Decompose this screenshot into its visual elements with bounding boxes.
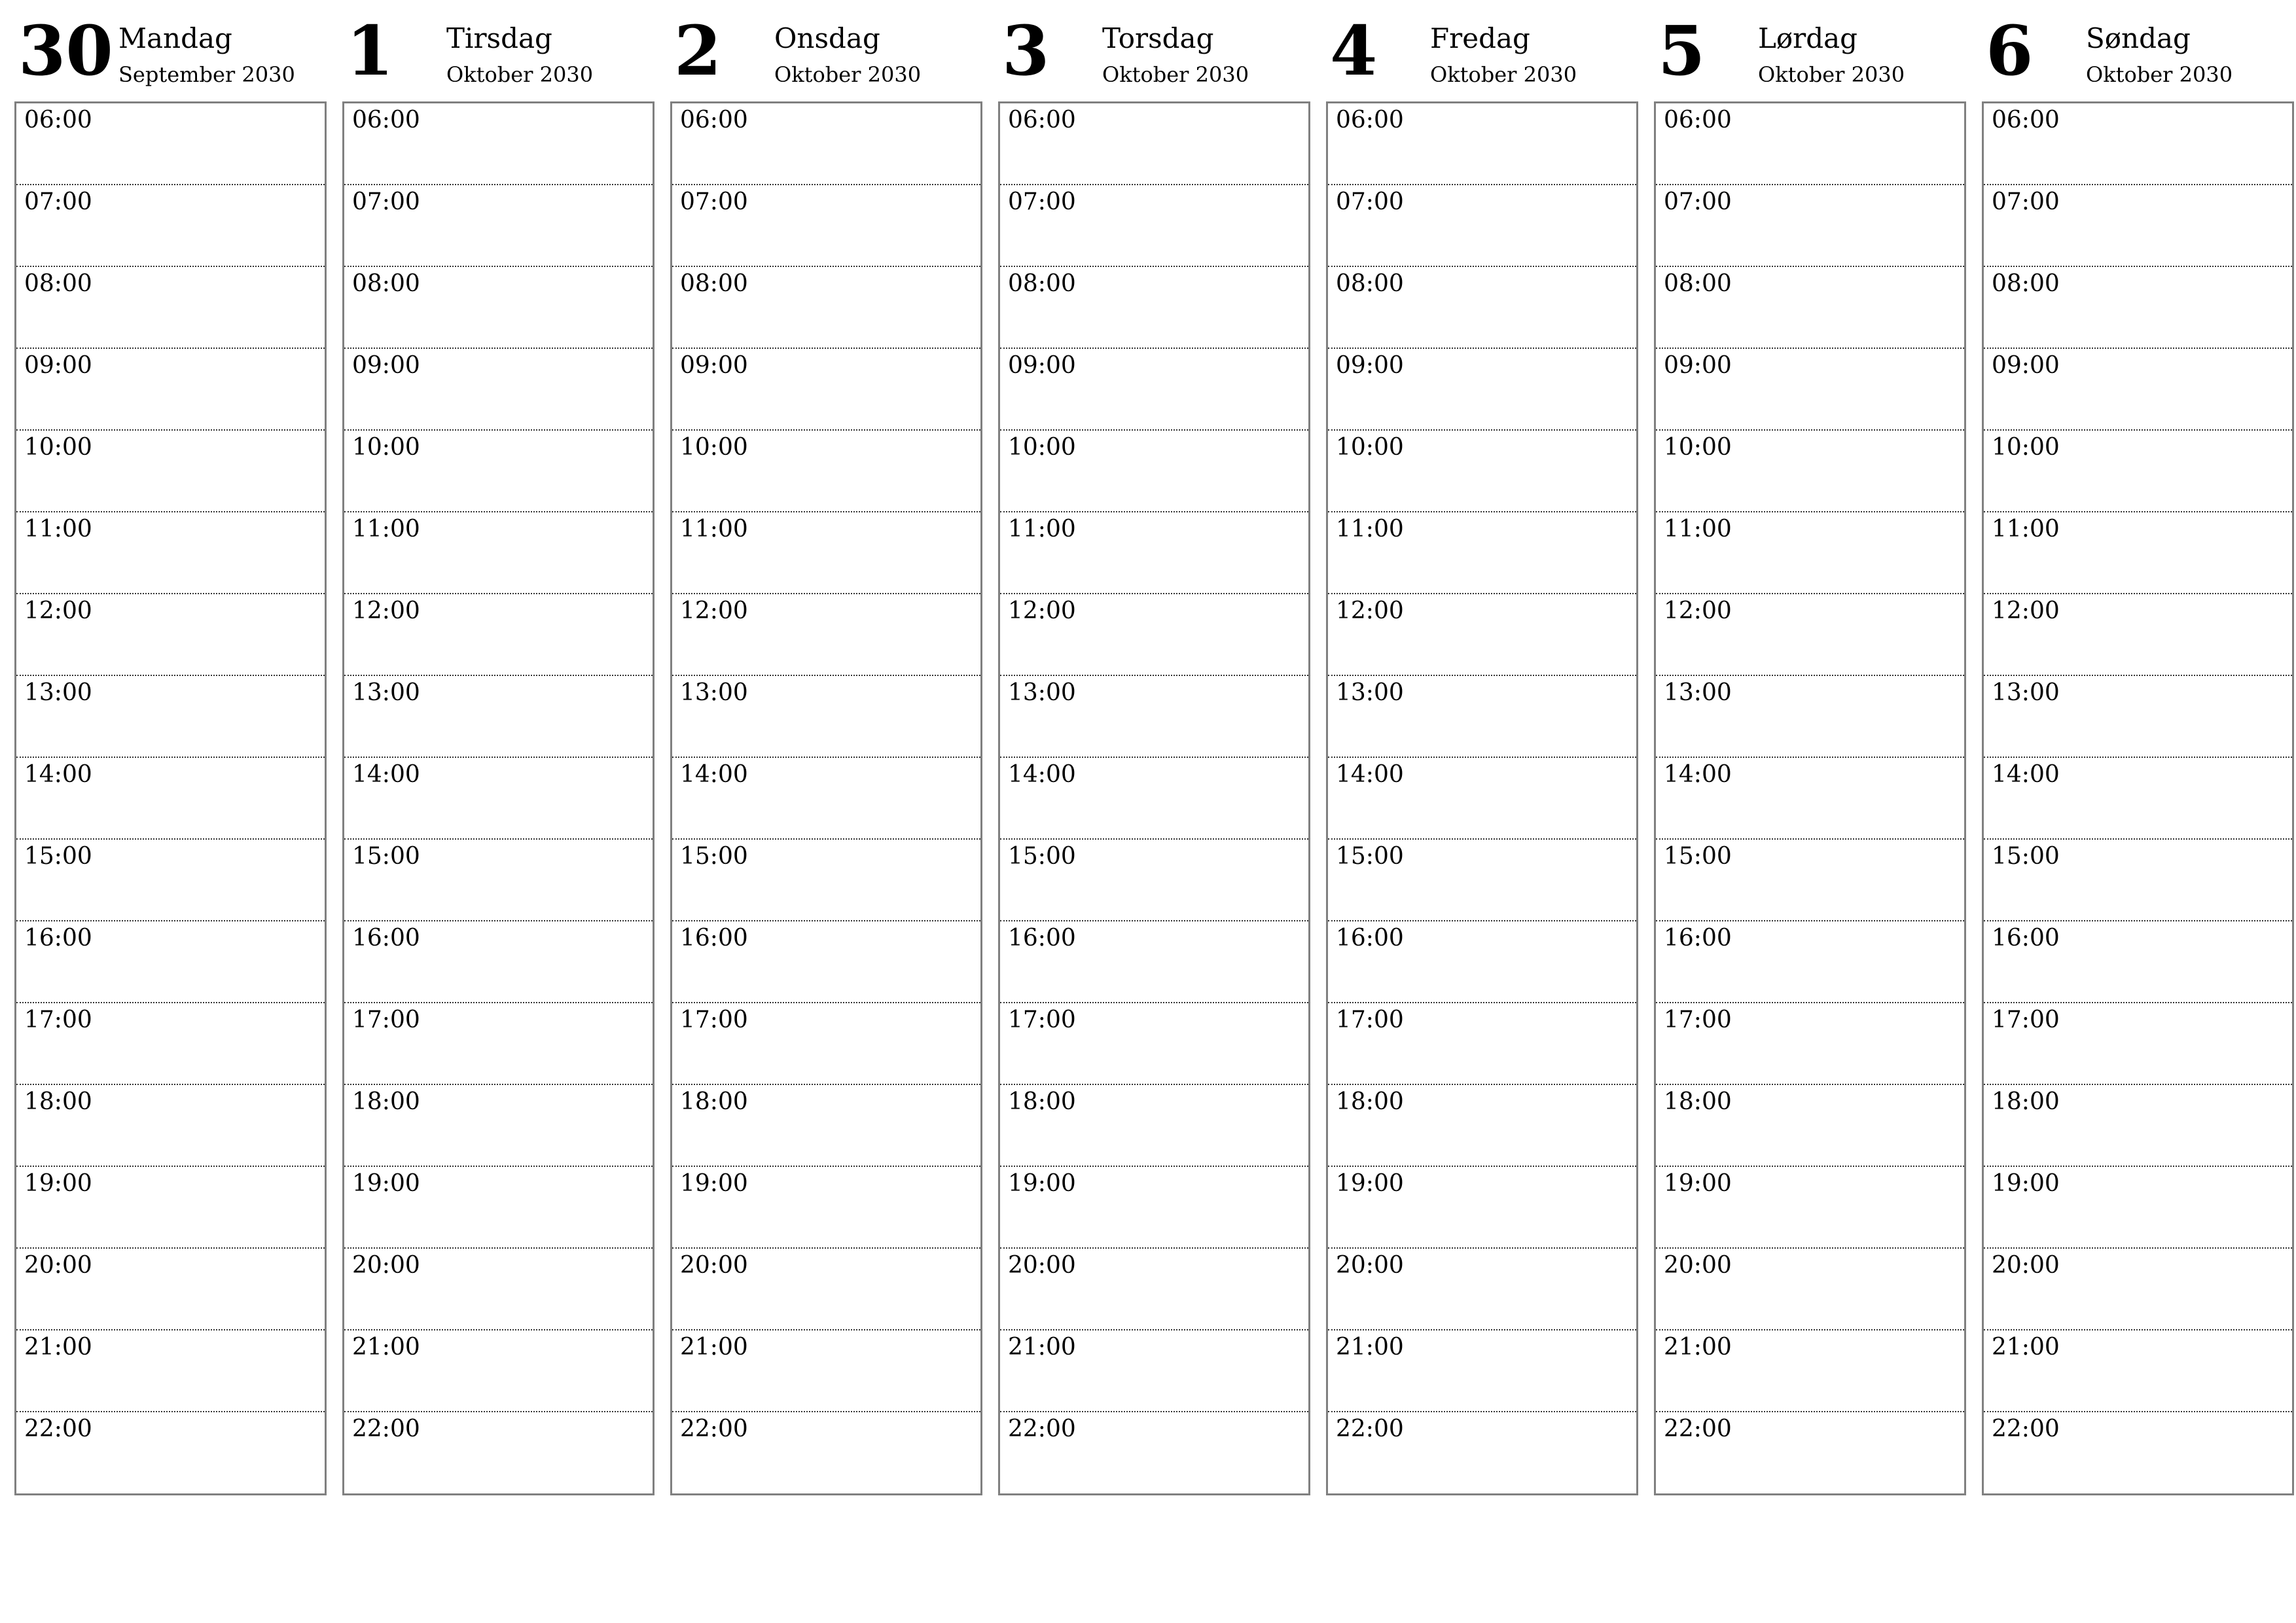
hour-label: 09:00 xyxy=(1008,352,1076,379)
hour-slot[interactable] xyxy=(1984,594,2292,676)
hour-label: 19:00 xyxy=(24,1170,92,1197)
hour-label: 12:00 xyxy=(1992,597,2060,624)
hour-label: 12:00 xyxy=(1336,597,1404,624)
hour-label: 09:00 xyxy=(1664,352,1732,379)
hour-label: 12:00 xyxy=(680,597,748,624)
hour-slot[interactable] xyxy=(1328,594,1636,676)
hour-label: 20:00 xyxy=(1008,1252,1076,1279)
hour-label: 09:00 xyxy=(352,352,420,379)
hour-slot[interactable] xyxy=(1000,1249,1308,1330)
hour-slot[interactable] xyxy=(1328,103,1636,185)
hour-slot[interactable] xyxy=(1328,267,1636,349)
hour-slot[interactable] xyxy=(16,185,325,267)
day-column xyxy=(342,0,655,1499)
day-name: Søndag xyxy=(2086,22,2191,54)
hour-label: 22:00 xyxy=(1008,1416,1076,1442)
hour-label: 19:00 xyxy=(352,1170,420,1197)
hour-slot[interactable] xyxy=(672,1085,980,1167)
hour-slot[interactable] xyxy=(1000,676,1308,758)
hour-label: 19:00 xyxy=(1992,1170,2060,1197)
hour-label: 21:00 xyxy=(1664,1334,1732,1361)
hour-slot[interactable] xyxy=(344,676,653,758)
day-header xyxy=(342,0,655,101)
hour-label: 16:00 xyxy=(1992,925,2060,952)
hour-slot[interactable] xyxy=(1000,349,1308,431)
hour-slot[interactable] xyxy=(16,758,325,840)
hour-slot[interactable] xyxy=(16,512,325,594)
day-month: Oktober 2030 xyxy=(1758,62,1905,87)
day-header xyxy=(1326,0,1638,101)
day-column xyxy=(998,0,1310,1499)
hour-slot[interactable] xyxy=(672,1330,980,1412)
hour-label: 20:00 xyxy=(24,1252,92,1279)
hour-label: 17:00 xyxy=(1992,1007,2060,1033)
day-number: 5 xyxy=(1658,10,1706,91)
day-schedule-box xyxy=(1982,101,2294,1495)
hour-label: 07:00 xyxy=(1336,188,1404,215)
hour-label: 10:00 xyxy=(680,434,748,461)
hour-slot[interactable] xyxy=(16,1085,325,1167)
hour-slot[interactable] xyxy=(344,103,653,185)
hour-slot[interactable] xyxy=(672,103,980,185)
hour-slot[interactable] xyxy=(1984,431,2292,512)
hour-label: 09:00 xyxy=(680,352,748,379)
hour-label: 22:00 xyxy=(680,1416,748,1442)
hour-slot[interactable] xyxy=(1328,1249,1636,1330)
hour-slot[interactable] xyxy=(1000,921,1308,1003)
hour-label: 15:00 xyxy=(1664,843,1732,870)
hour-label: 13:00 xyxy=(1336,679,1404,706)
hour-slot[interactable] xyxy=(672,676,980,758)
hour-label: 10:00 xyxy=(1008,434,1076,461)
hour-slot[interactable] xyxy=(1984,1167,2292,1249)
hour-label: 15:00 xyxy=(1992,843,2060,870)
hour-slot[interactable] xyxy=(16,1003,325,1085)
hour-label: 12:00 xyxy=(1008,597,1076,624)
hour-slot[interactable] xyxy=(344,431,653,512)
hour-label: 06:00 xyxy=(1008,107,1076,134)
hour-label: 18:00 xyxy=(24,1088,92,1115)
hour-slot[interactable] xyxy=(672,349,980,431)
hour-label: 21:00 xyxy=(24,1334,92,1361)
hour-label: 15:00 xyxy=(680,843,748,870)
hour-label: 06:00 xyxy=(680,107,748,134)
hour-label: 11:00 xyxy=(1336,516,1404,543)
hour-slot[interactable] xyxy=(16,676,325,758)
hour-label: 11:00 xyxy=(24,516,92,543)
hour-slot[interactable] xyxy=(1000,103,1308,185)
hour-label: 17:00 xyxy=(1664,1007,1732,1033)
day-header xyxy=(1654,0,1966,101)
hour-slot[interactable] xyxy=(1328,840,1636,921)
day-month: Oktober 2030 xyxy=(1430,62,1577,87)
hour-label: 15:00 xyxy=(352,843,420,870)
hour-slot[interactable] xyxy=(1656,676,1964,758)
hour-slot[interactable] xyxy=(1984,267,2292,349)
hour-label: 16:00 xyxy=(24,925,92,952)
hour-slot[interactable] xyxy=(1984,349,2292,431)
day-number: 30 xyxy=(18,10,113,91)
day-column xyxy=(670,0,982,1499)
hour-slot[interactable] xyxy=(1984,921,2292,1003)
hour-label: 11:00 xyxy=(1008,516,1076,543)
day-month: Oktober 2030 xyxy=(774,62,922,87)
hour-label: 08:00 xyxy=(1992,270,2060,297)
day-column xyxy=(1654,0,1966,1499)
day-month: Oktober 2030 xyxy=(446,62,594,87)
hour-label: 17:00 xyxy=(680,1007,748,1033)
hour-label: 20:00 xyxy=(352,1252,420,1279)
hour-slot[interactable] xyxy=(1984,1412,2292,1493)
day-schedule-box xyxy=(1326,101,1638,1495)
hour-label: 07:00 xyxy=(24,188,92,215)
hour-label: 15:00 xyxy=(1336,843,1404,870)
hour-slot[interactable] xyxy=(1656,758,1964,840)
hour-slot[interactable] xyxy=(344,267,653,349)
hour-slot[interactable] xyxy=(1328,431,1636,512)
hour-slot[interactable] xyxy=(16,267,325,349)
hour-label: 13:00 xyxy=(1008,679,1076,706)
hour-slot[interactable] xyxy=(1984,676,2292,758)
hour-slot[interactable] xyxy=(1656,1003,1964,1085)
hour-label: 13:00 xyxy=(680,679,748,706)
hour-label: 20:00 xyxy=(1992,1252,2060,1279)
hour-label: 12:00 xyxy=(24,597,92,624)
day-number: 1 xyxy=(346,10,394,91)
hour-slot[interactable] xyxy=(672,512,980,594)
hour-label: 07:00 xyxy=(680,188,748,215)
hour-label: 22:00 xyxy=(352,1416,420,1442)
hour-label: 18:00 xyxy=(1992,1088,2060,1115)
hour-label: 16:00 xyxy=(1008,925,1076,952)
hour-slot[interactable] xyxy=(1328,185,1636,267)
day-number: 2 xyxy=(674,10,722,91)
hour-label: 12:00 xyxy=(1664,597,1732,624)
hour-slot[interactable] xyxy=(1328,1085,1636,1167)
hour-slot[interactable] xyxy=(1328,1330,1636,1412)
hour-label: 06:00 xyxy=(24,107,92,134)
hour-slot[interactable] xyxy=(1656,185,1964,267)
hour-slot[interactable] xyxy=(1984,103,2292,185)
day-number: 3 xyxy=(1002,10,1050,91)
hour-slot[interactable] xyxy=(344,1003,653,1085)
hour-label: 18:00 xyxy=(1664,1088,1732,1115)
hour-label: 15:00 xyxy=(1008,843,1076,870)
day-name: Fredag xyxy=(1430,22,1530,54)
hour-slot[interactable] xyxy=(1984,758,2292,840)
hour-slot[interactable] xyxy=(1656,1412,1964,1493)
hour-slot[interactable] xyxy=(1656,1085,1964,1167)
hour-label: 16:00 xyxy=(352,925,420,952)
hour-label: 14:00 xyxy=(352,761,420,788)
hour-label: 20:00 xyxy=(680,1252,748,1279)
day-schedule-box xyxy=(1654,101,1966,1495)
hour-label: 21:00 xyxy=(352,1334,420,1361)
hour-slot[interactable] xyxy=(344,512,653,594)
hour-slot[interactable] xyxy=(1000,1330,1308,1412)
hour-label: 07:00 xyxy=(1008,188,1076,215)
hour-slot[interactable] xyxy=(344,921,653,1003)
day-header xyxy=(998,0,1310,101)
hour-slot[interactable] xyxy=(1000,1167,1308,1249)
hour-slot[interactable] xyxy=(672,1167,980,1249)
hour-label: 17:00 xyxy=(1008,1007,1076,1033)
day-month: Oktober 2030 xyxy=(2086,62,2233,87)
hour-slot[interactable] xyxy=(1328,349,1636,431)
hour-label: 17:00 xyxy=(1336,1007,1404,1033)
hour-slot[interactable] xyxy=(1000,512,1308,594)
hour-slot[interactable] xyxy=(344,840,653,921)
hour-slot[interactable] xyxy=(1656,921,1964,1003)
hour-label: 11:00 xyxy=(1992,516,2060,543)
hour-slot[interactable] xyxy=(16,840,325,921)
hour-label: 18:00 xyxy=(352,1088,420,1115)
hour-slot[interactable] xyxy=(1328,758,1636,840)
hour-slot[interactable] xyxy=(344,1167,653,1249)
hour-slot[interactable] xyxy=(1328,676,1636,758)
day-schedule-box xyxy=(670,101,982,1495)
hour-slot[interactable] xyxy=(1000,840,1308,921)
hour-slot[interactable] xyxy=(1000,1412,1308,1493)
hour-slot[interactable] xyxy=(1328,1167,1636,1249)
hour-label: 10:00 xyxy=(352,434,420,461)
hour-label: 11:00 xyxy=(1664,516,1732,543)
hour-slot[interactable] xyxy=(344,758,653,840)
hour-label: 19:00 xyxy=(1664,1170,1732,1197)
day-month: September 2030 xyxy=(118,62,295,87)
day-number: 6 xyxy=(1986,10,2034,91)
hour-label: 17:00 xyxy=(24,1007,92,1033)
hour-slot[interactable] xyxy=(672,267,980,349)
hour-label: 21:00 xyxy=(1336,1334,1404,1361)
hour-slot[interactable] xyxy=(672,921,980,1003)
hour-slot[interactable] xyxy=(1656,1249,1964,1330)
hour-label: 13:00 xyxy=(24,679,92,706)
hour-label: 22:00 xyxy=(1992,1416,2060,1442)
hour-label: 22:00 xyxy=(24,1416,92,1442)
hour-label: 14:00 xyxy=(1336,761,1404,788)
hour-label: 16:00 xyxy=(1336,925,1404,952)
hour-slot[interactable] xyxy=(672,1412,980,1493)
hour-slot[interactable] xyxy=(1000,594,1308,676)
hour-slot[interactable] xyxy=(672,1249,980,1330)
hour-slot[interactable] xyxy=(1328,1003,1636,1085)
hour-slot[interactable] xyxy=(672,185,980,267)
hour-label: 19:00 xyxy=(680,1170,748,1197)
hour-slot[interactable] xyxy=(344,1330,653,1412)
hour-label: 06:00 xyxy=(352,107,420,134)
hour-label: 14:00 xyxy=(1664,761,1732,788)
hour-label: 08:00 xyxy=(1664,270,1732,297)
hour-slot[interactable] xyxy=(1000,185,1308,267)
hour-label: 08:00 xyxy=(24,270,92,297)
weekly-planner xyxy=(14,0,2282,1499)
hour-label: 08:00 xyxy=(1336,270,1404,297)
day-name: Lørdag xyxy=(1758,22,1858,54)
hour-slot[interactable] xyxy=(1656,594,1964,676)
hour-label: 11:00 xyxy=(352,516,420,543)
hour-slot[interactable] xyxy=(1984,840,2292,921)
hour-label: 14:00 xyxy=(680,761,748,788)
hour-slot[interactable] xyxy=(672,431,980,512)
hour-label: 13:00 xyxy=(1664,679,1732,706)
hour-slot[interactable] xyxy=(16,431,325,512)
hour-slot[interactable] xyxy=(344,1249,653,1330)
hour-label: 09:00 xyxy=(1992,352,2060,379)
hour-slot[interactable] xyxy=(1656,1330,1964,1412)
hour-slot[interactable] xyxy=(1000,758,1308,840)
hour-slot[interactable] xyxy=(16,1167,325,1249)
hour-slot[interactable] xyxy=(16,594,325,676)
hour-label: 18:00 xyxy=(680,1088,748,1115)
hour-slot[interactable] xyxy=(1000,267,1308,349)
hour-slot[interactable] xyxy=(1000,1003,1308,1085)
hour-label: 20:00 xyxy=(1664,1252,1732,1279)
hour-label: 14:00 xyxy=(1992,761,2060,788)
hour-slot[interactable] xyxy=(672,758,980,840)
hour-slot[interactable] xyxy=(672,1003,980,1085)
hour-slot[interactable] xyxy=(1984,1003,2292,1085)
hour-label: 19:00 xyxy=(1008,1170,1076,1197)
day-name: Tirsdag xyxy=(446,22,552,54)
hour-label: 14:00 xyxy=(24,761,92,788)
hour-slot[interactable] xyxy=(344,349,653,431)
hour-label: 12:00 xyxy=(352,597,420,624)
hour-slot[interactable] xyxy=(344,1085,653,1167)
day-column xyxy=(1326,0,1638,1499)
hour-slot[interactable] xyxy=(1656,431,1964,512)
hour-label: 06:00 xyxy=(1336,107,1404,134)
hour-label: 21:00 xyxy=(1992,1334,2060,1361)
hour-slot[interactable] xyxy=(1984,185,2292,267)
hour-label: 10:00 xyxy=(1992,434,2060,461)
hour-slot[interactable] xyxy=(344,185,653,267)
hour-slot[interactable] xyxy=(1656,267,1964,349)
hour-slot[interactable] xyxy=(1984,512,2292,594)
hour-slot[interactable] xyxy=(1656,512,1964,594)
hour-slot[interactable] xyxy=(344,1412,653,1493)
day-column xyxy=(1982,0,2294,1499)
hour-label: 08:00 xyxy=(352,270,420,297)
hour-slot[interactable] xyxy=(1656,840,1964,921)
hour-slot[interactable] xyxy=(1984,1085,2292,1167)
hour-label: 16:00 xyxy=(1664,925,1732,952)
day-schedule-box xyxy=(998,101,1310,1495)
hour-label: 19:00 xyxy=(1336,1170,1404,1197)
hour-slot[interactable] xyxy=(1656,1167,1964,1249)
hour-slot[interactable] xyxy=(16,921,325,1003)
hour-slot[interactable] xyxy=(1328,1412,1636,1493)
day-name: Mandag xyxy=(118,22,232,54)
hour-slot[interactable] xyxy=(16,1412,325,1493)
hour-slot[interactable] xyxy=(16,103,325,185)
hour-label: 21:00 xyxy=(1008,1334,1076,1361)
hour-label: 09:00 xyxy=(24,352,92,379)
hour-slot[interactable] xyxy=(1328,921,1636,1003)
hour-label: 11:00 xyxy=(680,516,748,543)
hour-label: 06:00 xyxy=(1992,107,2060,134)
hour-slot[interactable] xyxy=(16,1249,325,1330)
hour-label: 08:00 xyxy=(1008,270,1076,297)
hour-label: 22:00 xyxy=(1336,1416,1404,1442)
hour-slot[interactable] xyxy=(1984,1249,2292,1330)
hour-slot[interactable] xyxy=(1000,1085,1308,1167)
day-number: 4 xyxy=(1330,10,1378,91)
hour-label: 20:00 xyxy=(1336,1252,1404,1279)
hour-label: 10:00 xyxy=(1336,434,1404,461)
hour-label: 15:00 xyxy=(24,843,92,870)
hour-slot[interactable] xyxy=(1656,103,1964,185)
hour-slot[interactable] xyxy=(1984,1330,2292,1412)
day-column xyxy=(14,0,327,1499)
hour-slot[interactable] xyxy=(16,1330,325,1412)
hour-label: 10:00 xyxy=(1664,434,1732,461)
hour-slot[interactable] xyxy=(1328,512,1636,594)
hour-label: 08:00 xyxy=(680,270,748,297)
hour-slot[interactable] xyxy=(1656,349,1964,431)
hour-label: 06:00 xyxy=(1664,107,1732,134)
hour-label: 07:00 xyxy=(1664,188,1732,215)
day-schedule-box xyxy=(14,101,327,1495)
hour-label: 07:00 xyxy=(1992,188,2060,215)
hour-label: 07:00 xyxy=(352,188,420,215)
hour-label: 16:00 xyxy=(680,925,748,952)
hour-slot[interactable] xyxy=(344,594,653,676)
day-month: Oktober 2030 xyxy=(1102,62,1249,87)
hour-label: 10:00 xyxy=(24,434,92,461)
hour-label: 18:00 xyxy=(1008,1088,1076,1115)
hour-slot[interactable] xyxy=(1000,431,1308,512)
hour-slot[interactable] xyxy=(672,840,980,921)
hour-slot[interactable] xyxy=(16,349,325,431)
hour-label: 14:00 xyxy=(1008,761,1076,788)
hour-label: 13:00 xyxy=(352,679,420,706)
day-name: Onsdag xyxy=(774,22,880,54)
day-header xyxy=(670,0,982,101)
hour-slot[interactable] xyxy=(672,594,980,676)
day-header xyxy=(1982,0,2294,101)
hour-label: 22:00 xyxy=(1664,1416,1732,1442)
day-name: Torsdag xyxy=(1102,22,1214,54)
day-schedule-box xyxy=(342,101,655,1495)
hour-label: 13:00 xyxy=(1992,679,2060,706)
hour-label: 18:00 xyxy=(1336,1088,1404,1115)
day-header xyxy=(14,0,327,101)
hour-label: 09:00 xyxy=(1336,352,1404,379)
hour-label: 21:00 xyxy=(680,1334,748,1361)
hour-label: 17:00 xyxy=(352,1007,420,1033)
